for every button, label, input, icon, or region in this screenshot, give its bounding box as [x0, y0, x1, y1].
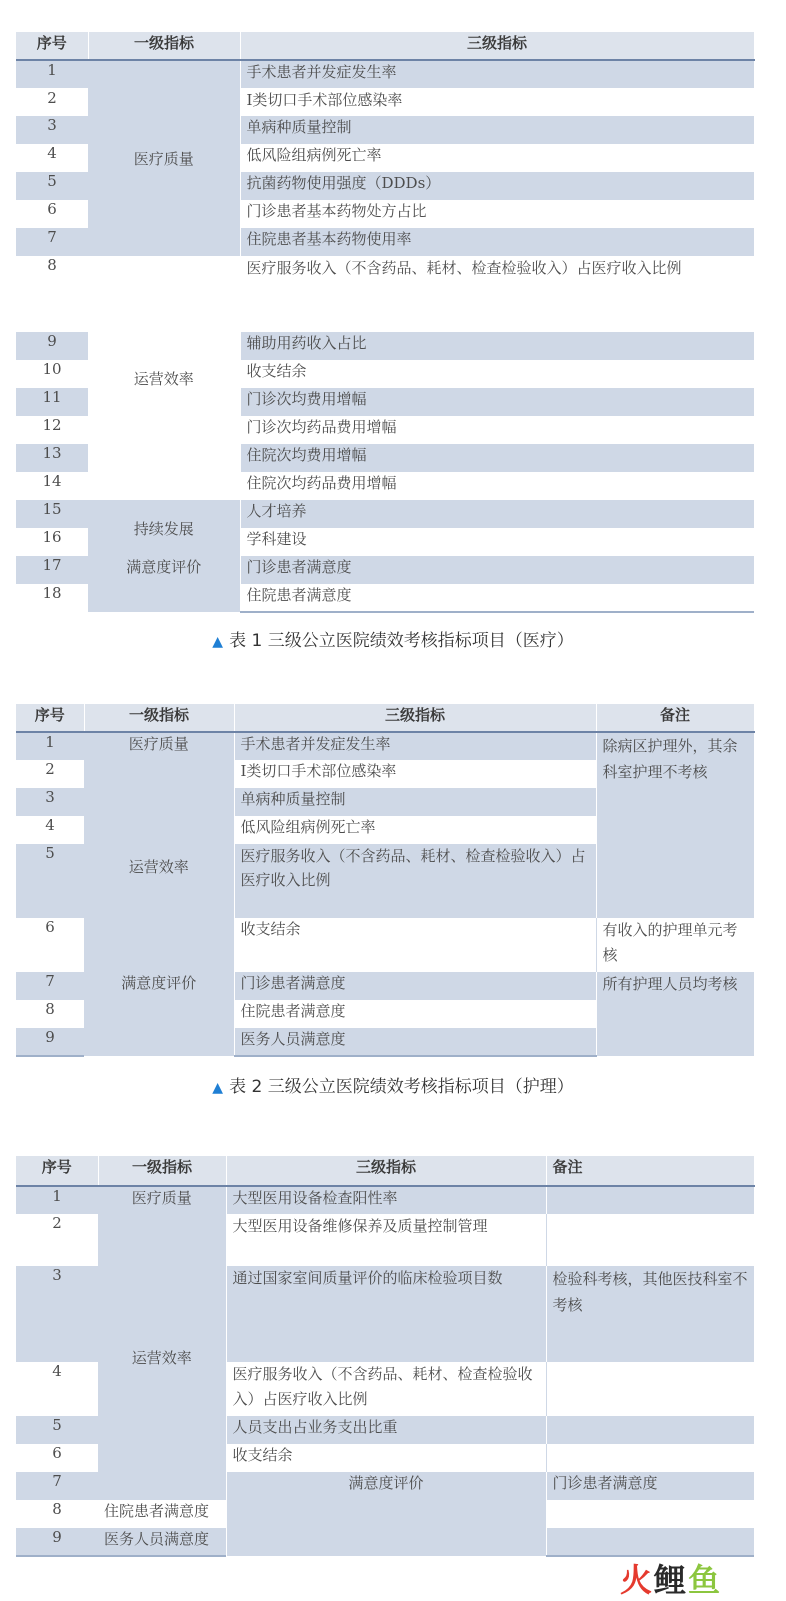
group-medical-quality: 医疗质量: [84, 732, 234, 760]
indicator-cell: 手术患者并发症发生率: [234, 732, 596, 760]
indicator-cell: 门诊患者满意度: [240, 556, 754, 584]
row-number: 6: [16, 918, 84, 972]
table-row: [16, 972, 754, 1000]
row-number: 1: [16, 732, 84, 760]
row-number: 8: [16, 1500, 98, 1528]
indicator-cell: 住院患者满意度: [234, 1000, 596, 1028]
indicator-cell: 收支结余: [240, 360, 754, 388]
table-row: [16, 732, 754, 760]
indicator-cell: 医疗服务收入（不含药品、耗材、检查检验收入）占医疗收入比例: [234, 844, 596, 918]
indicator-cell: 手术患者并发症发生率: [240, 60, 754, 88]
indicator-cell: 医务人员满意度: [98, 1528, 226, 1556]
group-medical-quality: 医疗质量: [88, 60, 240, 256]
row-number: 14: [16, 472, 88, 500]
table-row: [16, 256, 754, 332]
group-medical-quality: 医疗质量: [98, 1186, 226, 1214]
row-number: 17: [16, 556, 88, 584]
group-operational-efficiency: 运营效率: [88, 256, 240, 500]
row-number: 2: [16, 760, 84, 788]
remark-empty: [546, 1362, 754, 1416]
remark-empty: [546, 1186, 754, 1214]
indicator-cell: 低风险组病例死亡率: [240, 144, 754, 172]
row-number: 3: [16, 788, 84, 816]
table-row: [16, 60, 754, 88]
group-satisfaction: 满意度评价: [226, 1472, 546, 1556]
group-operational-efficiency: 运营效率: [98, 1214, 226, 1500]
row-number: 9: [16, 1528, 98, 1556]
indicator-cell: 大型医用设备维修保养及质量控制管理: [226, 1214, 546, 1266]
indicator-cell: 收支结余: [234, 918, 596, 972]
header-level1: 一级指标: [88, 32, 240, 60]
indicator-cell: 抗菌药物使用强度（DDDs）: [240, 172, 754, 200]
table-header-row: [16, 32, 754, 60]
group-satisfaction: 满意度评价: [84, 972, 234, 1056]
indicator-cell: 医疗服务收入（不含药品、耗材、检查检验收入）占医疗收入比例: [240, 256, 754, 332]
indicator-cell: 人才培养: [240, 500, 754, 528]
indicator-cell: 单病种质量控制: [240, 116, 754, 144]
table-row: [16, 556, 754, 584]
remark-cell: 所有护理人员均考核: [596, 972, 754, 1056]
row-number: 2: [16, 88, 88, 116]
indicator-cell: 医务人员满意度: [234, 1028, 596, 1056]
row-number: 13: [16, 444, 88, 472]
row-number: 1: [16, 1186, 98, 1214]
triangle-icon: ▲: [212, 634, 224, 650]
row-number: 16: [16, 528, 88, 556]
header-level3: 三级指标: [240, 32, 754, 60]
table-2-caption: ▲ 表 2 三级公立医院绩效考核指标项目（护理）: [212, 1077, 574, 1097]
row-number: 5: [16, 844, 84, 918]
row-number: 7: [16, 972, 84, 1000]
row-number: 6: [16, 1444, 98, 1472]
row-number: 7: [16, 228, 88, 256]
header-remark: 备注: [596, 704, 754, 732]
remark-cell: 除病区护理外，其余科室护理不考核: [596, 732, 754, 844]
indicator-cell: 学科建设: [240, 528, 754, 556]
watermark-logo: 火鲤鱼: [620, 1561, 723, 1599]
remark-empty: [546, 1444, 754, 1472]
row-number: 12: [16, 416, 88, 444]
row-number: 5: [16, 172, 88, 200]
remark-empty: [546, 1214, 754, 1266]
remark-empty: [546, 1528, 754, 1556]
table-row: [16, 1186, 754, 1214]
header-level3: 三级指标: [234, 704, 596, 732]
row-number: 15: [16, 500, 88, 528]
header-level3: 三级指标: [226, 1156, 546, 1186]
row-number: 7: [16, 1472, 98, 1500]
indicator-cell: 低风险组病例死亡率: [234, 816, 596, 844]
indicator-cell: 住院次均药品费用增幅: [240, 472, 754, 500]
row-number: 1: [16, 60, 88, 88]
group-operational-efficiency: 运营效率: [84, 760, 234, 972]
row-number: 4: [16, 816, 84, 844]
table-1-caption: ▲ 表 1 三级公立医院绩效考核指标项目（医疗）: [212, 631, 574, 651]
remark-cell: 有收入的护理单元考核: [596, 918, 754, 972]
table-header-row: [16, 1156, 754, 1186]
indicator-cell: 通过国家室间质量评价的临床检验项目数: [226, 1266, 546, 1362]
indicator-cell: Ⅰ类切口手术部位感染率: [234, 760, 596, 788]
table-row: [16, 500, 754, 528]
row-number: 9: [16, 1028, 84, 1056]
indicator-cell: 门诊次均费用增幅: [240, 388, 754, 416]
indicator-cell: 大型医用设备检查阳性率: [226, 1186, 546, 1214]
group-sustainable-development: 持续发展: [88, 500, 240, 556]
table-3: [16, 1156, 754, 1557]
row-number: 2: [16, 1214, 98, 1266]
row-number: 3: [16, 1266, 98, 1362]
indicator-cell: 辅助用药收入占比: [240, 332, 754, 360]
row-number: 9: [16, 332, 88, 360]
row-number: 18: [16, 584, 88, 612]
header-level1: 一级指标: [98, 1156, 226, 1186]
remark-empty: [546, 1500, 754, 1528]
header-no: 序号: [16, 1156, 98, 1186]
indicator-cell: 单病种质量控制: [234, 788, 596, 816]
indicator-cell: 住院患者基本药物使用率: [240, 228, 754, 256]
indicator-cell: 收支结余: [226, 1444, 546, 1472]
indicator-cell: 门诊患者满意度: [234, 972, 596, 1000]
table-row: [16, 1214, 754, 1266]
row-number: 6: [16, 200, 88, 228]
row-number: 11: [16, 388, 88, 416]
group-satisfaction: 满意度评价: [88, 556, 240, 612]
row-number: 4: [16, 1362, 98, 1416]
row-number: 4: [16, 144, 88, 172]
row-number: 5: [16, 1416, 98, 1444]
table-2: [16, 704, 755, 1057]
table-header-row: [16, 704, 754, 732]
row-number: 8: [16, 1000, 84, 1028]
header-level1: 一级指标: [84, 704, 234, 732]
indicator-cell: 门诊患者满意度: [546, 1472, 754, 1500]
indicator-cell: 医疗服务收入（不含药品、耗材、检查检验收入）占医疗收入比例: [226, 1362, 546, 1416]
row-number: 8: [16, 256, 88, 332]
row-number: 3: [16, 116, 88, 144]
header-remark: 备注: [546, 1156, 754, 1186]
indicator-cell: 住院患者满意度: [240, 584, 754, 612]
remark-empty: [546, 1416, 754, 1444]
indicator-cell: 门诊次均药品费用增幅: [240, 416, 754, 444]
table-1: [16, 32, 755, 613]
indicator-cell: 人员支出占业务支出比重: [226, 1416, 546, 1444]
indicator-cell: 门诊患者基本药物处方占比: [240, 200, 754, 228]
indicator-cell: 住院次均费用增幅: [240, 444, 754, 472]
remark-cell: 检验科考核，其他医技科室不考核: [546, 1266, 754, 1362]
row-number: 10: [16, 360, 88, 388]
remark-empty: [596, 844, 754, 918]
header-no: 序号: [16, 704, 84, 732]
indicator-cell: 住院患者满意度: [98, 1500, 226, 1528]
triangle-icon: ▲: [212, 1080, 224, 1096]
header-no: 序号: [16, 32, 88, 60]
indicator-cell: Ⅰ类切口手术部位感染率: [240, 88, 754, 116]
